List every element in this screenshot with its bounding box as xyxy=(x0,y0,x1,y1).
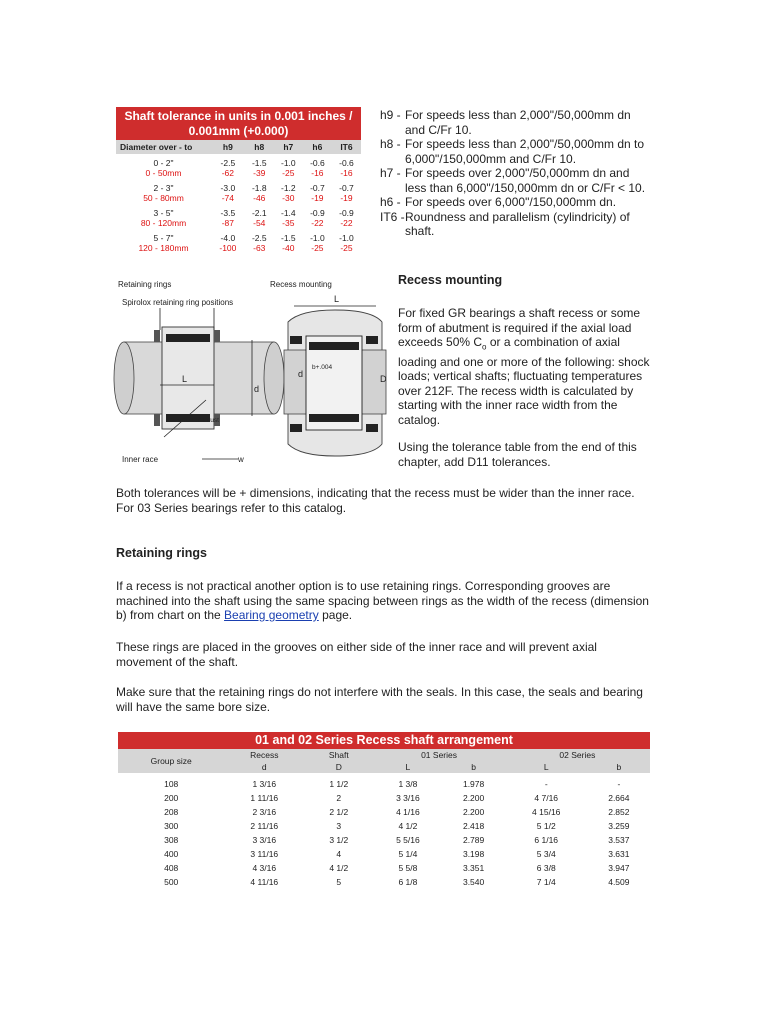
tolerance-value-mm: -22 xyxy=(340,218,353,228)
group-size-cell: 108 xyxy=(164,779,179,789)
tolerance-value: -2.5 xyxy=(251,233,267,243)
tolerance-value: -1.0 xyxy=(281,158,296,168)
tolerance-table-title: Shaft tolerance in units in 0.001 inches / 0.001mm (+0.000) xyxy=(116,107,361,140)
tolerance-value: -0.9 xyxy=(339,208,354,218)
tolerance-value-mm: -19 xyxy=(340,193,353,203)
recess-l-label: L xyxy=(334,294,340,304)
note-text: For speeds over 6,000"/150,000mm dn. xyxy=(405,195,617,209)
retaining-ring-bottom-left xyxy=(154,414,160,426)
range-inch: 0 - 2" xyxy=(153,158,174,168)
series-01-b-cell: 3.540 xyxy=(462,877,485,887)
race-top-band xyxy=(166,334,210,342)
series-01-b-cell: 2.200 xyxy=(462,793,485,803)
group-size-cell: 408 xyxy=(164,863,179,873)
range-inch: 2 - 3" xyxy=(153,183,174,193)
retaining-rings-heading: Retaining rings xyxy=(116,546,207,560)
col-h6: h6 xyxy=(303,140,332,154)
tolerance-notes xyxy=(380,108,650,239)
range-inch: 5 - 7" xyxy=(153,233,174,243)
arrangement-table-title: 01 and 02 Series Recess shaft arrangement xyxy=(118,732,650,749)
d-label: d xyxy=(254,384,260,394)
series-01-l-cell: 4 1/2 xyxy=(398,821,418,831)
table-row xyxy=(118,819,650,833)
note-h9 xyxy=(380,108,650,137)
group-size-header: Group size xyxy=(118,749,224,773)
tolerance-value-mm: -63 xyxy=(253,243,266,253)
shaft-cell: 2 1/2 xyxy=(329,807,349,817)
retaining-paragraph-1 xyxy=(116,579,651,623)
tolerance-value-mm: -62 xyxy=(221,168,235,178)
tolerance-value: -0.7 xyxy=(339,183,354,193)
tolerance-value-mm: -87 xyxy=(221,218,235,228)
series-02-b-cell: 2.852 xyxy=(608,807,630,817)
tolerance-value: -3.5 xyxy=(220,208,236,218)
shaft-cell: 4 1/2 xyxy=(329,863,349,873)
inner-race-label: Inner race xyxy=(122,455,159,464)
retaining-text-a: If a recess is not practical another option is to use retaining rings. Corresponding grooves are machined into the shaft using the same spacing between rings as the width of the recess (dimension b) from chart on the xyxy=(116,579,649,622)
series-02-header: 02 Series xyxy=(505,749,650,761)
tolerance-value: -1.5 xyxy=(281,233,296,243)
tolerance-value: -1.4 xyxy=(281,208,296,218)
direction-of-thrust-label: Direction of thrust xyxy=(168,417,219,424)
recess-symbol: d xyxy=(224,761,304,773)
table-row xyxy=(118,773,650,791)
table-row xyxy=(118,791,650,805)
group-size-cell: 308 xyxy=(164,835,179,845)
tolerance-value: -1.2 xyxy=(281,183,296,193)
series-02-b-cell: 4.509 xyxy=(608,877,630,887)
recess-shaft-arrangement-table xyxy=(118,732,650,889)
recess-text-b: or a combination of axial loading and one or more of the following: shock loads; vertical shafts; fluctuating temperatures over 212F. The recess width is calculated by starting with the inner race width from the catalog. xyxy=(398,335,650,427)
tolerance-value-mm: -40 xyxy=(282,243,295,253)
series-01-l-cell: 5 5/16 xyxy=(396,835,420,845)
note-text: For speeds less than 2,000"/50,000mm dn and C/Fr 10. xyxy=(405,108,631,137)
tolerance-row-inch xyxy=(116,204,361,218)
series-01-b-cell: 3.198 xyxy=(462,849,485,859)
retaining-ring-top-right xyxy=(214,330,220,342)
tolerance-header-row xyxy=(116,140,361,154)
tolerance-value-mm: -25 xyxy=(340,243,353,253)
tolerance-row-inch xyxy=(116,229,361,243)
table-row xyxy=(118,833,650,847)
tolerance-row-mm xyxy=(116,193,361,204)
note-h8 xyxy=(380,137,650,166)
tolerance-value-mm: -100 xyxy=(219,243,237,253)
tolerance-value: -1.5 xyxy=(251,158,267,168)
note-h7 xyxy=(380,166,650,195)
col-h7: h7 xyxy=(274,140,303,154)
tolerance-value-mm: -25 xyxy=(282,168,295,178)
tolerance-row-mm xyxy=(116,243,361,254)
series-02-b-cell: 2.664 xyxy=(608,793,630,803)
series-01-l-cell: 5 5/8 xyxy=(398,863,418,873)
tolerance-value-mm: -16 xyxy=(340,168,353,178)
tolerance-value-mm: -22 xyxy=(311,218,324,228)
tolerance-value-mm: -74 xyxy=(221,193,235,203)
table-row xyxy=(118,861,650,875)
tolerance-value-mm: -46 xyxy=(253,193,266,203)
recess-cell: 4 11/16 xyxy=(250,877,279,887)
l-label: L xyxy=(182,374,188,384)
series-02-l: L xyxy=(505,761,588,773)
note-code: h6 - xyxy=(380,195,401,209)
table-row xyxy=(118,847,650,861)
series-01-l-cell: 6 1/8 xyxy=(398,877,418,887)
group-size-cell: 400 xyxy=(164,849,179,859)
tolerance-value: -0.7 xyxy=(310,183,325,193)
shaft-cell: 3 xyxy=(336,821,342,831)
series-01-b-cell: 1.978 xyxy=(462,779,485,789)
tolerance-row-mm xyxy=(116,218,361,229)
recess-cell: 3 11/16 xyxy=(250,849,279,859)
recess-paragraph-1 xyxy=(398,306,653,427)
series-01-l-cell: 5 1/4 xyxy=(398,849,418,859)
retaining-paragraph-2: These rings are placed in the grooves on either side of the inner race and will prevent axial movement of the shaft. xyxy=(116,640,597,669)
range-mm: 0 - 50mm xyxy=(145,168,182,178)
recess-text-a: For fixed GR bearings a shaft recess or some form of abutment is required if the axial load exceeds 50% C xyxy=(398,306,641,349)
series-01-header: 01 Series xyxy=(373,749,504,761)
range-mm: 50 - 80mm xyxy=(143,193,184,203)
group-size-cell: 208 xyxy=(164,807,179,817)
shaft-cell: 3 1/2 xyxy=(329,835,349,845)
series-02-l-cell: 5 3/4 xyxy=(536,849,556,859)
bearing-mounting-diagram xyxy=(110,272,390,472)
tolerance-row-mm xyxy=(116,168,361,179)
recess-mounting-heading: Recess mounting xyxy=(398,273,503,287)
tolerance-value-mm: -30 xyxy=(282,193,295,203)
group-size-cell: 200 xyxy=(164,793,179,803)
tolerance-value: -3.0 xyxy=(220,183,236,193)
both-tolerances-paragraph: Both tolerances will be + dimensions, indicating that the recess must be wider than the inner race. For 03 Series bearings refer to this catalog. xyxy=(116,486,635,515)
range-mm: 80 - 120mm xyxy=(140,218,187,228)
series-02-l-cell: - xyxy=(544,779,548,789)
tolerance-value: -0.9 xyxy=(310,208,325,218)
series-01-l-cell: 3 3/16 xyxy=(396,793,420,803)
recess-paragraph-2: Using the tolerance table from the end of this chapter, add D11 tolerances. xyxy=(398,440,637,469)
series-01-b-cell: 2.200 xyxy=(462,807,485,817)
series-02-b-cell: - xyxy=(617,779,621,789)
tolerance-value: -1.8 xyxy=(251,183,267,193)
tolerance-row-inch xyxy=(116,179,361,193)
shaft-symbol: D xyxy=(304,761,373,773)
series-02-l-cell: 6 3/8 xyxy=(536,863,556,873)
note-code: h8 - xyxy=(380,137,401,151)
tolerance-value-mm: -39 xyxy=(253,168,266,178)
tolerance-value: -1.0 xyxy=(310,233,325,243)
recess-housing xyxy=(284,310,386,456)
shaft-cell: 5 xyxy=(336,877,342,887)
series-02-b-cell: 3.631 xyxy=(608,849,630,859)
tolerance-value: -4.0 xyxy=(220,233,236,243)
group-size-cell: 300 xyxy=(164,821,179,831)
tolerance-row-inch xyxy=(116,154,361,168)
series-01-l: L xyxy=(373,761,442,773)
range-inch: 3 - 5" xyxy=(153,208,174,218)
spirolox-label: Spirolox retaining ring positions xyxy=(122,298,234,307)
note-text: For speeds less than 2,000"/50,000mm dn to 6,000"/150,000mm and C/Fr 10. xyxy=(405,137,645,166)
recess-cell: 4 3/16 xyxy=(252,863,277,873)
col-h9: h9 xyxy=(211,140,245,154)
shaft-tolerance-table xyxy=(116,107,361,254)
series-02-l-cell: 6 1/16 xyxy=(534,835,559,845)
recess-mounting-diagram-label: Recess mounting xyxy=(270,280,332,289)
note-text: Roundness and parallelism (cylindricity) of shaft. xyxy=(405,209,630,238)
recess-d-label: d xyxy=(298,369,304,379)
tolerance-value-mm: -25 xyxy=(311,243,324,253)
tolerance-value: -2.1 xyxy=(251,208,267,218)
shaft-header: Shaft xyxy=(304,749,373,761)
note-code: h7 - xyxy=(380,166,401,180)
tolerance-value-mm: -19 xyxy=(311,193,324,203)
series-02-l-cell: 5 1/2 xyxy=(536,821,556,831)
shaft-cell: 4 xyxy=(336,849,342,859)
recess-cell: 1 11/16 xyxy=(250,793,279,803)
series-01-l-cell: 1 3/8 xyxy=(398,779,418,789)
series-01-b-cell: 3.351 xyxy=(462,863,485,873)
col-diameter: Diameter over - to xyxy=(116,140,211,154)
series-01-l-cell: 4 1/16 xyxy=(396,807,420,817)
recess-header: Recess xyxy=(224,749,304,761)
table-row xyxy=(118,875,650,889)
tolerance-value: -0.6 xyxy=(339,158,354,168)
table-row xyxy=(118,805,650,819)
arrangement-header-row-1 xyxy=(118,749,650,761)
series-02-l-cell: 4 7/16 xyxy=(534,793,559,803)
range-mm: 120 - 180mm xyxy=(138,243,189,253)
recess-subscript: o xyxy=(482,342,487,352)
recess-cell: 2 3/16 xyxy=(252,807,277,817)
note-code: IT6 - xyxy=(380,209,405,224)
series-02-b-cell: 3.537 xyxy=(608,835,630,845)
note-text: For speeds over 2,000"/50,000mm dn and less than 6,000"/150,000mm dn or C/Fr < 10. xyxy=(405,166,646,195)
tolerance-value: -1.0 xyxy=(339,233,354,243)
note-it6 xyxy=(380,210,650,239)
recess-cell: 2 11/16 xyxy=(250,821,279,831)
series-02-b-cell: 3.947 xyxy=(608,863,630,873)
note-code: h9 - xyxy=(380,108,401,122)
series-02-b-cell: 3.259 xyxy=(608,821,630,831)
col-it6: IT6 xyxy=(332,140,361,154)
tolerance-value-mm: -54 xyxy=(253,218,266,228)
recess-cell: 3 3/16 xyxy=(252,835,277,845)
inner-race-shape xyxy=(162,327,214,429)
series-02-l-cell: 7 1/4 xyxy=(536,877,556,887)
series-01-b: b xyxy=(442,761,504,773)
tolerance-value: -0.6 xyxy=(310,158,325,168)
series-01-b-cell: 2.789 xyxy=(462,835,485,845)
tolerance-value-mm: -16 xyxy=(311,168,324,178)
w-label: w xyxy=(238,455,244,464)
col-h8: h8 xyxy=(245,140,274,154)
recess-cell: 1 3/16 xyxy=(252,779,277,789)
bearing-geometry-link[interactable]: Bearing geometry xyxy=(224,608,319,622)
retaining-ring-top-left xyxy=(154,330,160,342)
series-02-l-cell: 4 15/16 xyxy=(532,807,561,817)
series-02-b: b xyxy=(588,761,650,773)
b-label: b+.004 xyxy=(312,364,333,371)
group-size-cell: 500 xyxy=(164,877,179,887)
retaining-text-b: page. xyxy=(318,608,353,622)
retaining-paragraph-3: Make sure that the retaining rings do not interfere with the seals. In this case, the seals and bearing will have the same bore size. xyxy=(116,685,643,714)
shaft-cell: 1 1/2 xyxy=(329,779,349,789)
retaining-rings-label: Retaining rings xyxy=(118,280,172,289)
tolerance-value: -2.5 xyxy=(220,158,236,168)
shaft-cell: 2 xyxy=(336,793,342,803)
note-h6 xyxy=(380,195,650,210)
recess-big-d-label: D xyxy=(380,374,387,384)
series-01-b-cell: 2.418 xyxy=(462,821,485,831)
tolerance-value-mm: -35 xyxy=(282,218,295,228)
